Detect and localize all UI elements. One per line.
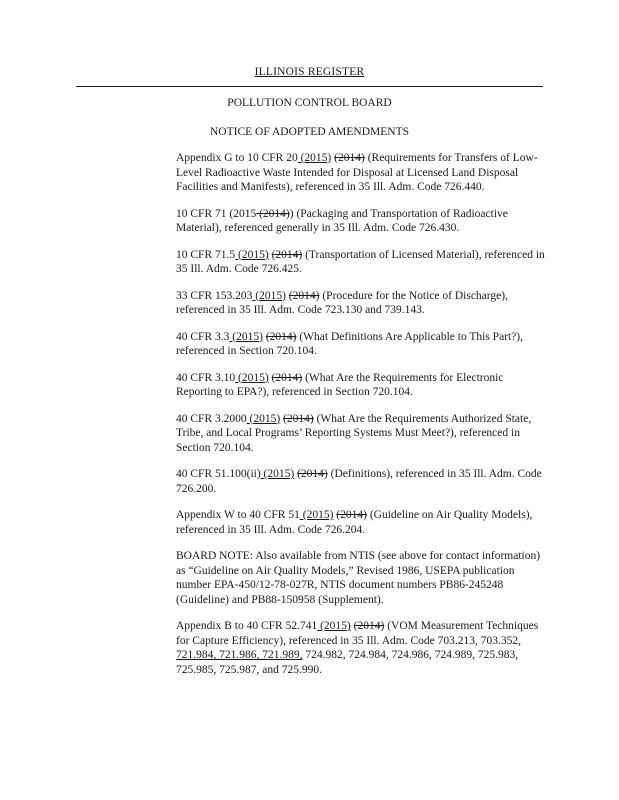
entry-text: ) (Packaging and Transportation of Radioactive Material), referenced generally in 35 Ill. Adm. Code 726.430. bbox=[176, 207, 508, 235]
entry-text: (Transportation of Licensed Material), referenced in 35 Ill. Adm. Code 726.425. bbox=[176, 248, 545, 276]
reference-entry bbox=[176, 330, 546, 359]
entry-text: 10 CFR 71.5 bbox=[176, 248, 236, 261]
deleted-text: (2014) bbox=[265, 330, 297, 343]
inserted-text: (2015) bbox=[235, 248, 269, 261]
header-rule bbox=[76, 86, 543, 87]
entry-text: 10 CFR 71 (2015 bbox=[176, 207, 257, 220]
reference-entry bbox=[176, 508, 546, 537]
reference-entry bbox=[176, 248, 546, 277]
agency-name: POLLUTION CONTROL BOARD bbox=[227, 97, 392, 109]
deleted-text: (2014) bbox=[283, 412, 314, 425]
inserted-text: 721.984, 721.986, 721.989, bbox=[176, 649, 303, 662]
notice-title: NOTICE OF ADOPTED AMENDMENTS bbox=[209, 126, 410, 138]
reference-entry bbox=[176, 549, 546, 607]
inserted-text: (2015) bbox=[299, 509, 334, 522]
reference-entry bbox=[176, 412, 546, 456]
deleted-text: (2014) bbox=[336, 509, 367, 522]
entry-text: Appendix W to 40 CFR 51 bbox=[176, 509, 300, 522]
reference-entry bbox=[176, 619, 546, 677]
entry-text: Appendix G to 10 CFR 20 bbox=[176, 152, 298, 164]
reference-list bbox=[176, 151, 546, 689]
entry-text: (Guideline on Air Quality Models), referenced in 35 Ill. Adm. Code 726.204. bbox=[176, 509, 533, 536]
running-header bbox=[0, 66, 619, 78]
reference-entry bbox=[176, 467, 546, 496]
deleted-text: (2014) bbox=[297, 468, 328, 481]
deleted-text: (2014) bbox=[256, 207, 290, 220]
entry-text: 40 CFR 51.100(ii) bbox=[176, 468, 261, 481]
entry-text: 724.982, 724.984, 724.986, 724.989, 725.983, 725.985, 725.987, and 725.990. bbox=[176, 649, 519, 676]
inserted-text: (2015) bbox=[229, 330, 263, 343]
inserted-text: (2015) bbox=[317, 620, 351, 633]
entry-text: (What Are the Requirements Authorized State, Tribe, and Local Programs’ Reporting Systems Must Meet?), referenced in Section 720.104. bbox=[176, 412, 532, 454]
entry-text: (Definitions), referenced in 35 Ill. Adm. Code 726.200. bbox=[176, 468, 542, 495]
reference-entry bbox=[176, 207, 546, 236]
reference-entry bbox=[176, 151, 546, 195]
reference-entry bbox=[176, 371, 546, 400]
entry-text: 40 CFR 3.3 bbox=[176, 330, 230, 343]
entry-text: 40 CFR 3.2000 bbox=[176, 412, 247, 425]
entry-text: (Requirements for Transfers of Low-Level Radioactive Waste Intended for Disposal at Licensed Land Disposal Facilities and Manifests), referenced in 35 Ill. Adm. Code 726.440. bbox=[176, 152, 538, 194]
inserted-text: (2015) bbox=[252, 289, 286, 302]
entry-text: BOARD NOTE: Also available from NTIS (see above for contact information) as “Guideline on Air Quality Models,” Revised 1986, USEPA publication number EPA-450/12-78-027R, NTIS document numbers PB86-245248 (Guideline) and PB88-150958 (Supplement). bbox=[176, 550, 541, 606]
deleted-text: (2014) bbox=[288, 289, 320, 302]
entry-text: (What Are the Requirements for Electronic Reporting to EPA?), referenced in Section 720.104. bbox=[176, 371, 504, 399]
deleted-text: (2014) bbox=[353, 620, 385, 633]
entry-text: (Procedure for the Notice of Discharge), referenced in 35 Ill. Adm. Code 723.130 and 739.143. bbox=[176, 289, 508, 317]
entry-text: 40 CFR 3.10 bbox=[176, 371, 236, 384]
entry-text: (VOM Measurement Techniques for Capture Efficiency), referenced in 35 Ill. Adm. Code 703.213, 703.352, bbox=[176, 620, 539, 647]
inserted-text: (2015) bbox=[235, 371, 269, 384]
deleted-text: (2014) bbox=[334, 152, 365, 164]
reference-entry bbox=[176, 289, 546, 318]
register-title: ILLINOIS REGISTER bbox=[254, 66, 365, 78]
entry-text: 33 CFR 153.203 bbox=[176, 289, 253, 302]
inserted-text: (2015) bbox=[260, 468, 295, 481]
entry-text: Appendix B to 40 CFR 52.741 bbox=[176, 620, 318, 633]
inserted-text: (2015) bbox=[297, 152, 332, 164]
deleted-text: (2014) bbox=[271, 371, 303, 384]
entry-text: (What Definitions Are Applicable to This Part?), referenced in Section 720.104. bbox=[176, 330, 524, 358]
inserted-text: (2015) bbox=[246, 412, 281, 425]
deleted-text: (2014) bbox=[271, 248, 303, 261]
